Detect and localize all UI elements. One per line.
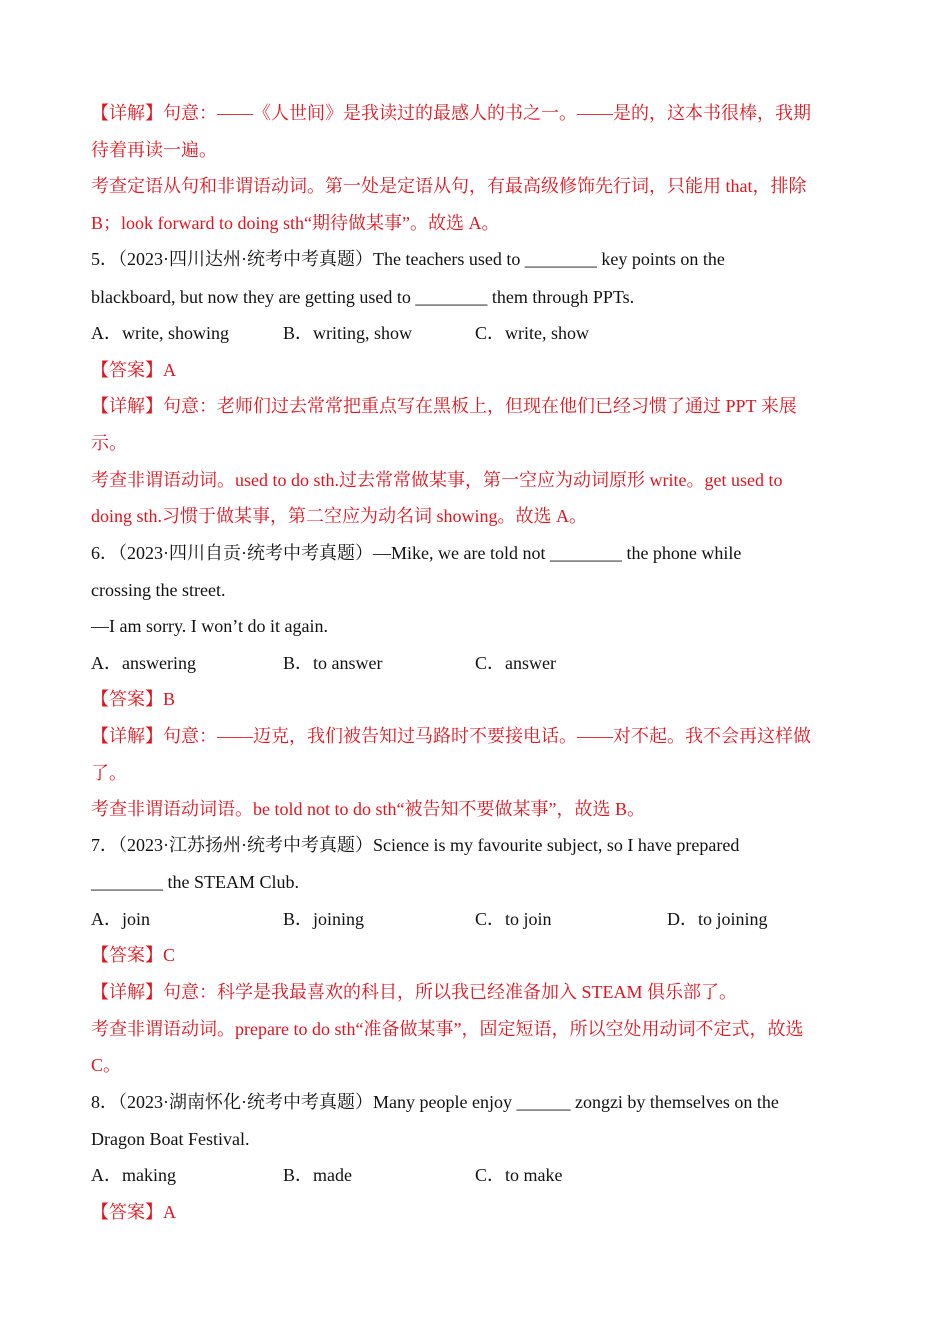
q5-option-a: A．write, showing: [91, 323, 229, 343]
q7-answer: 【答案】C: [91, 945, 176, 965]
q7-analysis-line-2: C。: [91, 1055, 122, 1075]
q4-analysis-line-2: B；look forward to doing sth“期待做某事”。故选 A。: [91, 213, 500, 233]
q8-answer: 【答案】A: [91, 1202, 176, 1222]
q7-stem-line-2: ________ the STEAM Club.: [91, 872, 300, 892]
q8-option-a: A．making: [91, 1165, 176, 1185]
q4-detail-line-1: 【详解】句意：——《人世间》是我读过的最感人的书之一。——是的，这本书很棒，我期: [91, 103, 811, 123]
q6-answer: 【答案】B: [91, 689, 176, 709]
q6-detail-line-1: 【详解】句意：——迈克，我们被告知过马路时不要接电话。——对不起。我不会再这样做: [91, 726, 811, 746]
q6-stem-line-1: 6．（2023·四川自贡·统考中考真题）—Mike, we are told not ________ the phone while: [91, 543, 742, 563]
q5-option-b: B．writing, show: [283, 323, 413, 343]
q5-detail-line-1: 【详解】句意：老师们过去常常把重点写在黑板上，但现在他们已经习惯了通过 PPT 来展: [91, 396, 797, 416]
q5-stem-line-2: blackboard, but now they are getting used to ________ them through PPTs.: [91, 287, 635, 307]
q6-option-b: B．to answer: [283, 653, 383, 673]
q7-stem-line-1: 7．（2023·江苏扬州·统考中考真题）Science is my favourite subject, so I have prepared: [91, 835, 740, 855]
q6-stem-line-2: crossing the street.: [91, 580, 226, 600]
q4-analysis-line-1: 考查定语从句和非谓语动词。第一处是定语从句，有最高级修饰先行词，只能用 that，排除: [91, 176, 807, 196]
q8-option-b: B．made: [283, 1165, 352, 1185]
q8-option-c: C．to make: [475, 1165, 563, 1185]
q6-detail-line-2: 了。: [91, 763, 127, 783]
q5-analysis-line-1: 考查非谓语动词。used to do sth.过去常常做某事，第一空应为动词原形 write。get used to: [91, 470, 783, 490]
q6-option-a: A．answering: [91, 653, 196, 673]
q6-stem-line-3: —I am sorry. I won’t do it again.: [91, 616, 328, 636]
q7-option-b: B．joining: [283, 909, 365, 929]
q8-stem-line-1: 8．（2023·湖南怀化·统考中考真题）Many people enjoy ______ zongzi by themselves on the: [91, 1092, 779, 1112]
q7-option-a: A．join: [91, 909, 151, 929]
q7-detail-line-1: 【详解】句意：科学是我最喜欢的科目，所以我已经准备加入 STEAM 俱乐部了。: [91, 982, 738, 1002]
q5-option-c: C．write, show: [475, 323, 589, 343]
q5-analysis-line-2: doing sth.习惯于做某事，第二空应为动名词 showing。故选 A。: [91, 506, 588, 526]
q5-detail-line-2: 示。: [91, 433, 127, 453]
q7-analysis-line-1: 考查非谓语动词。prepare to do sth“准备做某事”，固定短语，所以空处用动词不定式，故选: [91, 1019, 804, 1039]
q7-option-c: C．to join: [475, 909, 552, 929]
q5-answer: 【答案】A: [91, 360, 176, 380]
q4-detail-line-2: 待着再读一遍。: [91, 140, 217, 160]
q6-analysis-line-1: 考查非谓语动词语。be told not to do sth“被告知不要做某事”，故选 B。: [91, 799, 645, 819]
q7-option-d: D．to joining: [667, 909, 768, 929]
q6-option-c: C．answer: [475, 653, 556, 673]
q5-stem-line-1: 5．（2023·四川达州·统考中考真题）The teachers used to ________ key points on the: [91, 249, 725, 269]
q8-stem-line-2: Dragon Boat Festival.: [91, 1129, 250, 1149]
